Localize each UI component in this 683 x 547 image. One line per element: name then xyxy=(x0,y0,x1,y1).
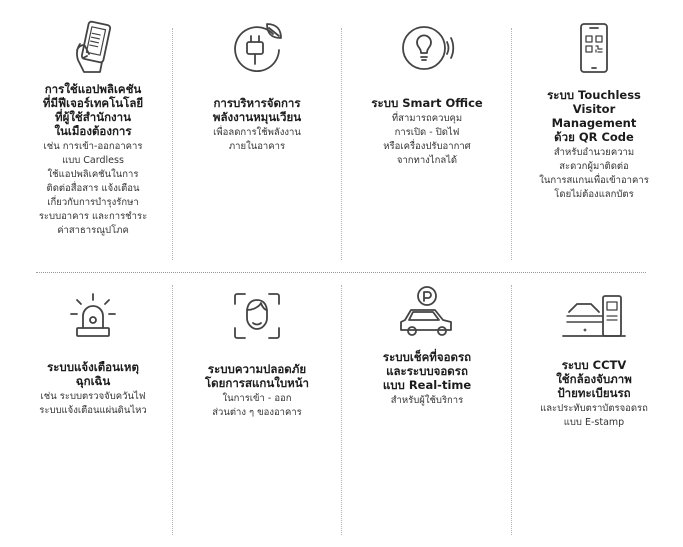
divider-horizontal xyxy=(36,272,646,273)
feature-description: ในการเข้า - ออก ส่วนต่าง ๆ ของอาคาร xyxy=(212,393,302,418)
divider-vertical xyxy=(172,285,173,535)
feature-renewable-energy xyxy=(180,20,334,154)
feature-parking xyxy=(348,284,506,408)
feature-title: ระบบ CCTV ใช้กล้องจับภาพ ป้ายทะเบียนรถ xyxy=(556,358,632,400)
siren-alarm-icon xyxy=(65,290,121,340)
feature-title: การบริหารจัดการ พลังงานหมุนเวียน xyxy=(212,96,302,124)
feature-touchless-visitor xyxy=(516,20,672,202)
feature-app xyxy=(18,20,168,238)
feature-emergency-alert xyxy=(18,290,168,418)
feature-description: สำหรับผู้ใช้บริการ xyxy=(390,395,464,406)
smartphone-app-icon xyxy=(71,20,115,76)
smart-bulb-icon xyxy=(398,20,456,76)
divider-vertical xyxy=(172,28,173,260)
feature-description: ที่สามารถควบคุม การเปิด - ปิดไฟ หรือเครื่องปรับอากาศ จากทางไกลได้ xyxy=(383,113,471,166)
feature-face-scan xyxy=(180,290,334,420)
feature-description: เช่น ระบบตรวจจับควันไฟ ระบบแจ้งเตือนแผ่นดินไหว xyxy=(39,391,147,416)
feature-title: ระบบ Touchless Visitor Management ด้วย QR Code xyxy=(547,88,641,144)
qr-phone-icon xyxy=(576,20,612,76)
feature-description: เพื่อลดการใช้พลังงาน ภายในอาคาร xyxy=(213,127,301,152)
face-scan-icon xyxy=(231,290,283,342)
feature-description: และประทับตราบัตรจอดรถ แบบ E-stamp xyxy=(540,403,648,428)
feature-smart-office xyxy=(348,20,506,168)
feature-description: สำหรับอำนวยความ สะดวกผู้มาติดต่อ ในการสแกนเพื่อเข้าอาคาร โดยไม่ต้องแลกบัตร xyxy=(539,147,649,200)
divider-vertical xyxy=(511,285,512,535)
cctv-gate-icon xyxy=(559,290,629,342)
eco-plug-icon xyxy=(229,20,285,76)
feature-title: การใช้แอปพลิเคชัน ที่มีฟีเจอร์เทคโนโลยี ที่ผู้ใช้สำนักงาน ในเมืองต้องการ xyxy=(42,82,144,138)
divider-vertical xyxy=(341,28,342,260)
feature-title: ระบบ Smart Office xyxy=(371,96,483,110)
parking-car-icon xyxy=(395,284,459,344)
feature-description: เช่น การเข้า-ออกอาคาร แบบ Cardless ใช้แอปพลิเคชันในการ ติดต่อสื่อสาร แจ้งเตือน เกี่ยวกับการบำรุงรักษา ระบบอาคาร และการชำระ ค่าสาธารณูปโภค xyxy=(38,141,148,236)
divider-vertical xyxy=(511,28,512,260)
feature-title: ระบบเช็คที่จอดรถ และระบบจอดรถ แบบ Real-time xyxy=(382,350,472,392)
divider-vertical xyxy=(341,285,342,535)
feature-title: ระบบความปลอดภัย โดยการสแกนใบหน้า xyxy=(204,362,310,390)
feature-title: ระบบแจ้งเตือนเหตุ ฉุกเฉิน xyxy=(47,360,139,388)
feature-cctv xyxy=(516,290,672,430)
